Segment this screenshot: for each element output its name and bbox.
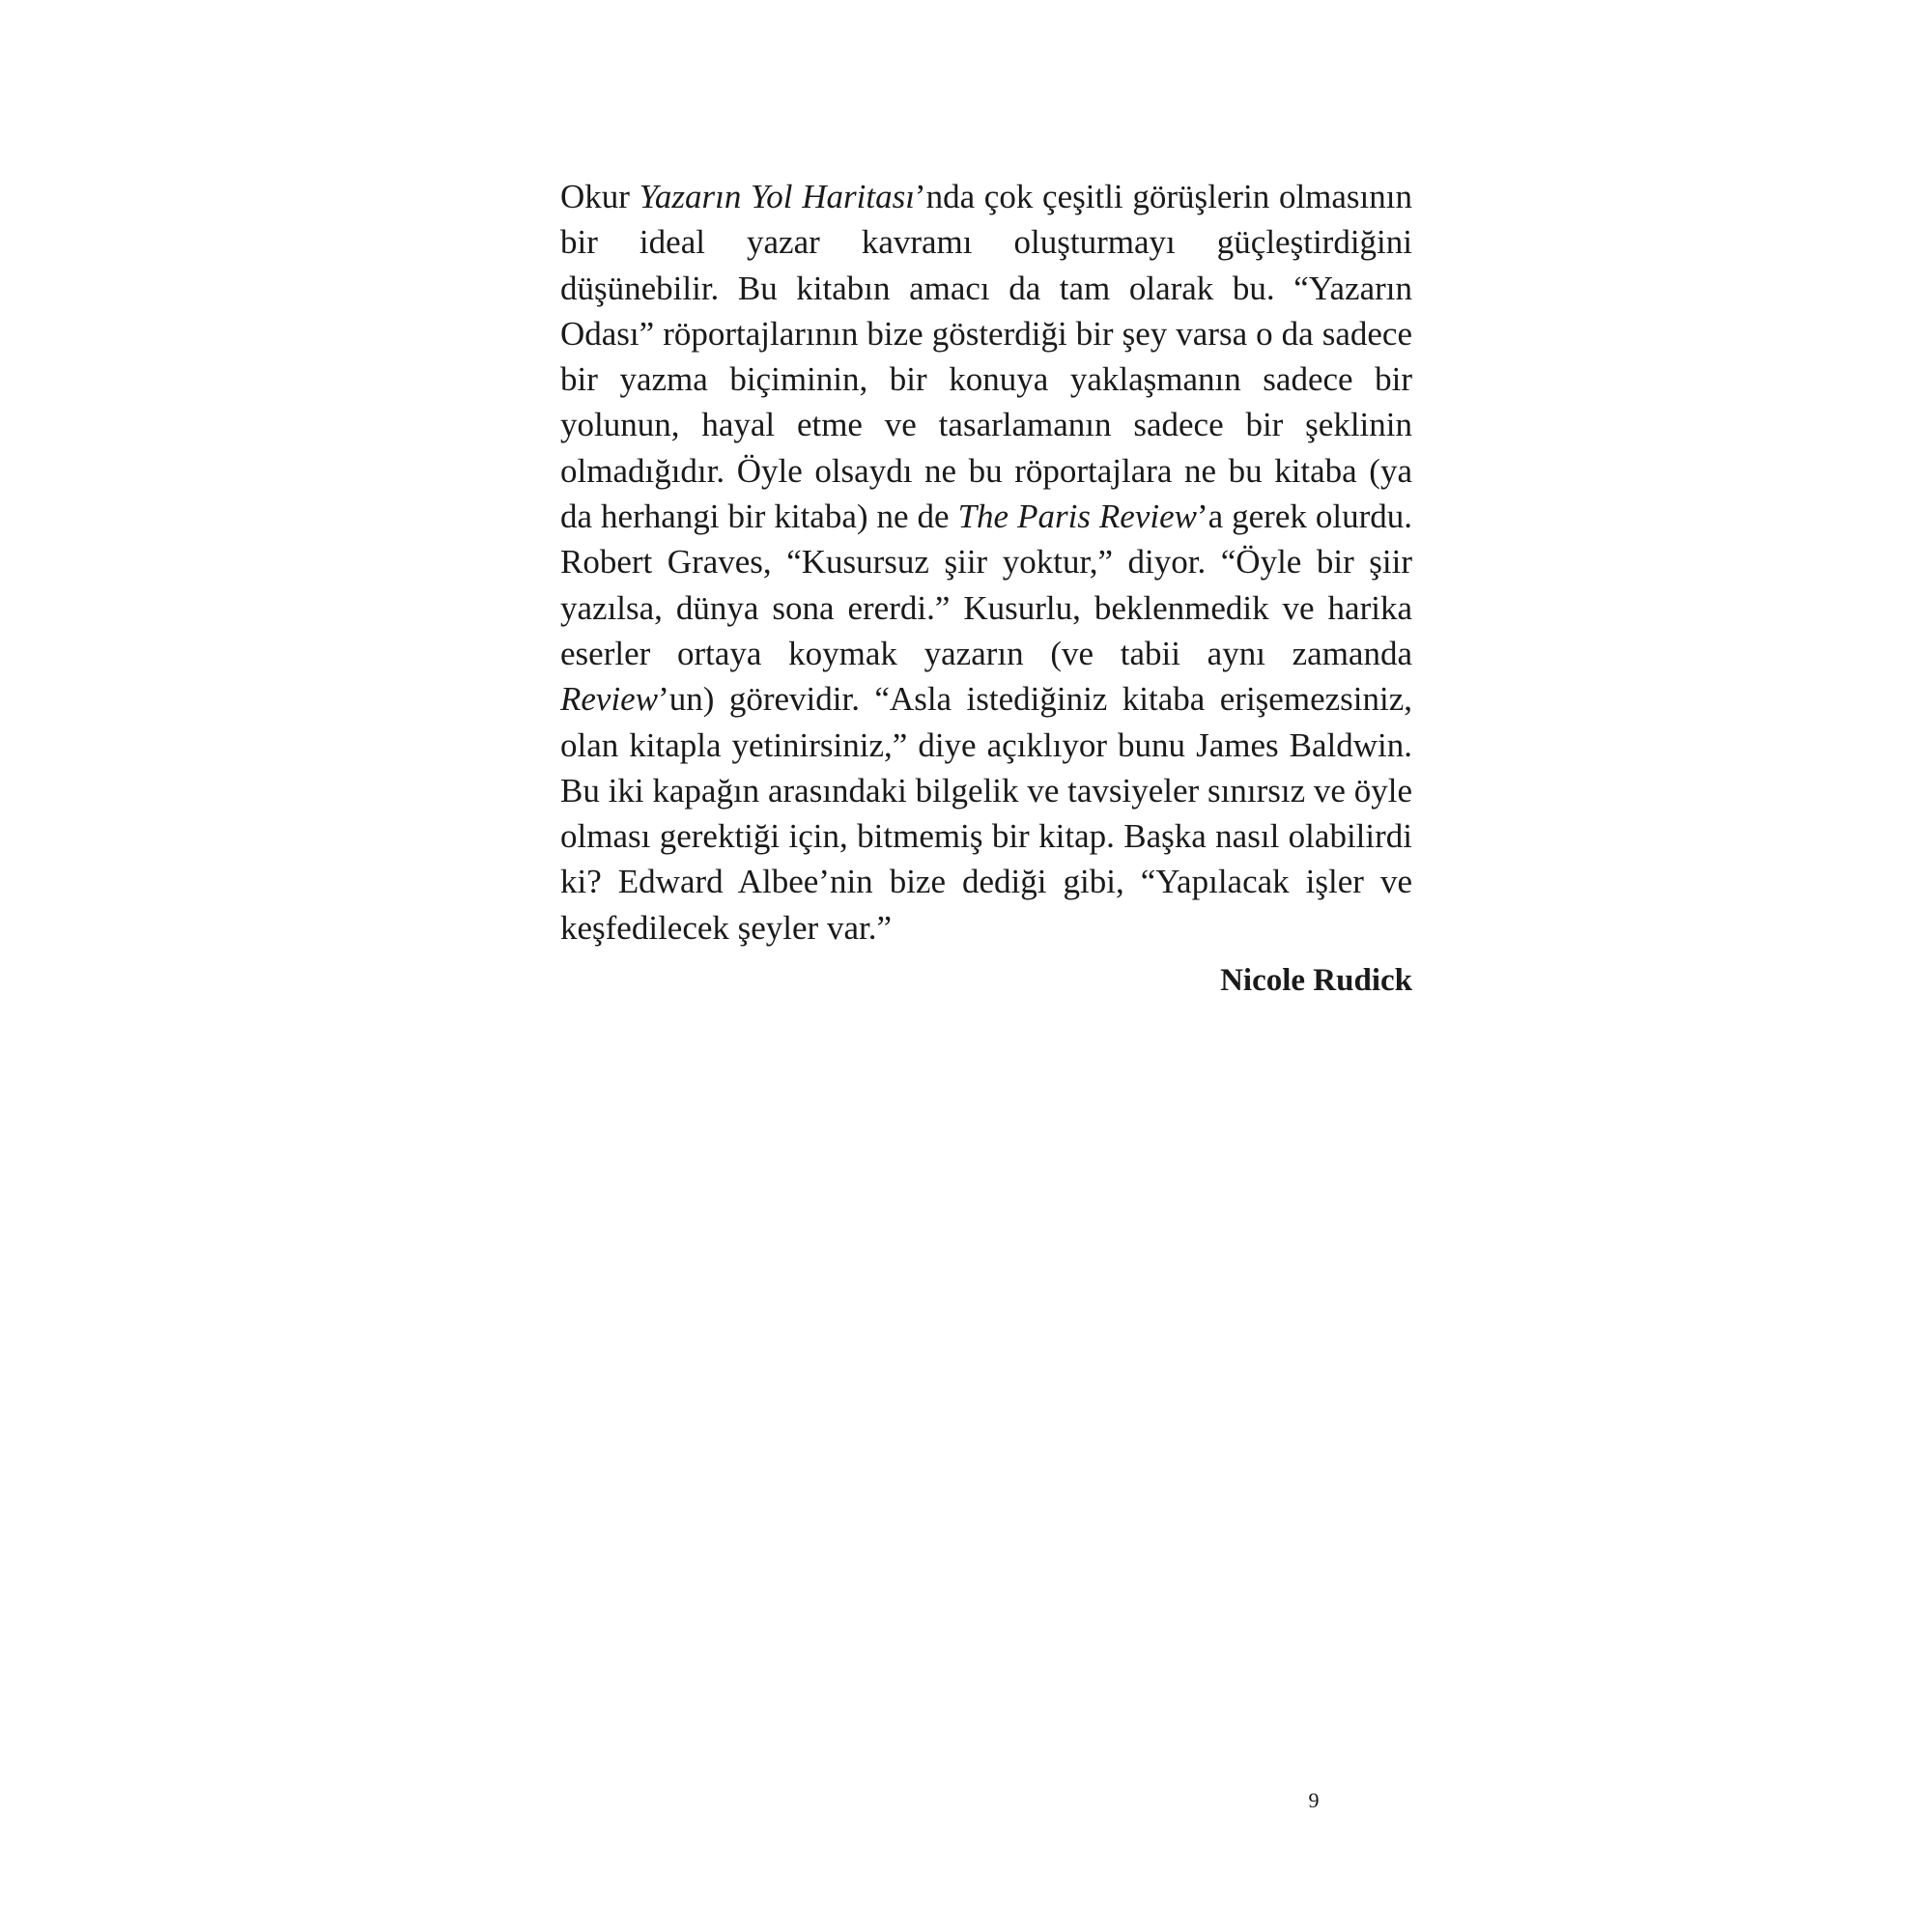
author-signature: Nicole Rudick [1220, 963, 1412, 999]
paragraph-run: ’un) görevidir. “Asla istediğiniz kitaba erişemezsiniz, olan kitapla yetinirsiniz,” diye açıklıyor bunu James Baldwin. Bu iki kapağın arasındaki bilgelik ve tavsiyeler sınırsız ve öyle olması gerektiği için, bitmemiş bir kitap. Başka nasıl olabilirdi ki? Edward Albee’nin bize dediği gibi, “Yapılacak işler ve keşfedilecek şeyler var.” [560, 680, 1412, 947]
page-number: 9 [1308, 1788, 1320, 1812]
magazine-short-title-italic: Review [560, 680, 659, 719]
paragraph-run: ’nda çok çeşitli görüşlerin olmasının bir ideal yazar kavramı oluşturmayı güçleştirdiğini düşünebilir. Bu kitabın amacı da tam olarak bu. “Yazarın Odası” röportajlarının bize gösterdiği bir şey varsa o da sadece bir yazma biçiminin, bir konuya yaklaşmanın sadece bir yolunun, hayal etme ve tasarlamanın sadece bir şeklinin olmadığıdır. Öyle olsaydı ne bu röportajlara ne bu kitaba (ya da herhangi bir kitaba) ne de [560, 178, 1412, 536]
paragraph-run: ’a gerek olurdu. Robert Graves, “Kusursuz şiir yoktur,” diyor. “Öyle bir şiir yazılsa, dünya sona ererdi.” Kusurlu, beklenmedik ve harika eserler ortaya koymak yazarın (ve tabii aynı zamanda [560, 497, 1413, 672]
magazine-title-italic: The Paris Review [957, 497, 1197, 536]
body-paragraph [560, 174, 1412, 951]
book-title-italic: Yazarın Yol Haritası [639, 178, 915, 215]
text-block [560, 174, 1412, 1003]
paragraph-run: Okur [560, 178, 639, 215]
